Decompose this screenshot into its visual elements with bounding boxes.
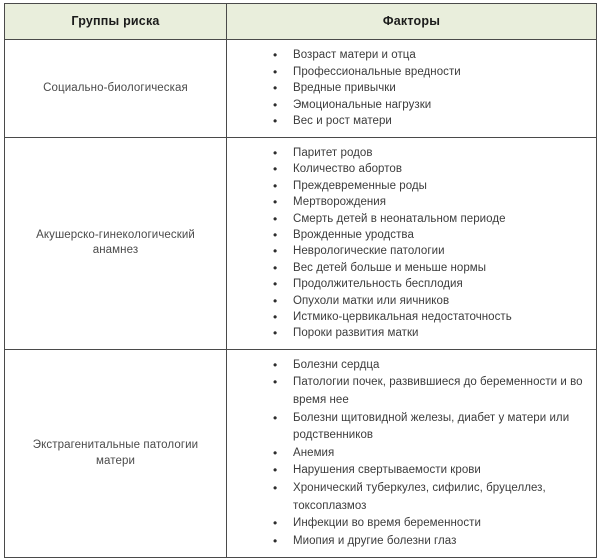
list-item-label: Патологии почек, развившиеся до беременности и во время нее bbox=[293, 376, 583, 407]
list-item-label: Пороки развития матки bbox=[293, 327, 419, 340]
table-row bbox=[5, 349, 597, 558]
bullet-icon: • bbox=[273, 211, 278, 226]
bullet-icon: • bbox=[273, 195, 278, 210]
list-item-label: Мертворождения bbox=[293, 196, 387, 209]
bullet-icon: • bbox=[273, 64, 278, 79]
list-item-label: Миопия и другие болезни глаз bbox=[293, 534, 457, 547]
list-item-label: Анемия bbox=[293, 446, 335, 459]
list-item-label: Болезни щитовидной железы, диабет у матери или родственников bbox=[293, 411, 570, 442]
list-item-label: Количество абортов bbox=[293, 163, 403, 176]
list-item-label: Истмико-цервикальная недостаточность bbox=[293, 311, 512, 324]
bullet-icon: • bbox=[273, 145, 278, 160]
list-item bbox=[273, 480, 590, 515]
list-item bbox=[273, 97, 590, 114]
list-item-label: Эмоциональные нагрузки bbox=[293, 98, 432, 111]
bullet-icon: • bbox=[273, 260, 278, 275]
list-item bbox=[273, 178, 590, 194]
bullet-icon: • bbox=[273, 114, 278, 129]
factors-cell bbox=[227, 40, 597, 138]
list-item bbox=[273, 445, 590, 463]
bullet-icon: • bbox=[273, 326, 278, 341]
list-item-label: Профессиональные вредности bbox=[293, 65, 461, 78]
list-item bbox=[273, 145, 590, 161]
list-item bbox=[273, 325, 590, 341]
list-item bbox=[273, 276, 590, 292]
factor-list bbox=[227, 47, 590, 130]
bullet-icon: • bbox=[273, 310, 278, 325]
bullet-icon: • bbox=[273, 410, 278, 425]
list-item bbox=[273, 161, 590, 177]
bullet-icon: • bbox=[273, 277, 278, 292]
bullet-icon: • bbox=[273, 445, 278, 460]
list-item bbox=[273, 462, 590, 480]
risk-group-label: Социально-биологическая bbox=[5, 40, 227, 138]
bullet-icon: • bbox=[273, 97, 278, 112]
table-row bbox=[5, 137, 597, 349]
bullet-icon: • bbox=[273, 48, 278, 62]
table-header-row bbox=[5, 4, 597, 40]
list-item-label: Паритет родов bbox=[293, 146, 373, 159]
bullet-icon: • bbox=[273, 533, 278, 548]
list-item-label: Возраст матери и отца bbox=[293, 49, 416, 61]
list-item bbox=[273, 374, 590, 409]
bullet-icon: • bbox=[273, 178, 278, 193]
list-item-label: Продолжительность бесплодия bbox=[293, 278, 463, 291]
list-item bbox=[273, 309, 590, 325]
bullet-icon: • bbox=[273, 463, 278, 478]
list-item-label: Вес и рост матери bbox=[293, 115, 392, 128]
list-item-label: Смерть детей в неонатальном периоде bbox=[293, 212, 506, 225]
table-body bbox=[5, 40, 597, 558]
list-item-label: Болезни сердца bbox=[293, 358, 380, 371]
bullet-icon: • bbox=[273, 375, 278, 390]
list-item bbox=[273, 194, 590, 210]
risk-group-label: Экстрагенитальные патологии матери bbox=[5, 349, 227, 558]
factor-list bbox=[227, 357, 590, 551]
list-item bbox=[273, 243, 590, 259]
factors-cell bbox=[227, 349, 597, 558]
list-item bbox=[273, 211, 590, 227]
column-header-risk-groups: Группы риска bbox=[5, 4, 227, 40]
table-header bbox=[5, 4, 597, 40]
list-item bbox=[273, 410, 590, 445]
bullet-icon: • bbox=[273, 516, 278, 531]
list-item bbox=[273, 533, 590, 551]
factor-list bbox=[227, 145, 590, 342]
list-item-label: Неврологические патологии bbox=[293, 245, 445, 258]
risk-factors-table bbox=[4, 3, 597, 558]
list-item bbox=[273, 293, 590, 309]
list-item bbox=[273, 357, 590, 375]
list-item bbox=[273, 80, 590, 97]
bullet-icon: • bbox=[273, 481, 278, 495]
list-item-label: Опухоли матки или яичников bbox=[293, 294, 450, 307]
table-row bbox=[5, 40, 597, 138]
list-item-label: Вредные привычки bbox=[293, 82, 396, 95]
bullet-icon: • bbox=[273, 228, 278, 242]
list-item bbox=[273, 64, 590, 81]
list-item-label: Преждевременные роды bbox=[293, 179, 428, 192]
list-item-label: Инфекции во время беременности bbox=[293, 517, 481, 530]
bullet-icon: • bbox=[273, 293, 278, 308]
bullet-icon: • bbox=[273, 357, 278, 372]
list-item bbox=[273, 227, 590, 243]
bullet-icon: • bbox=[273, 162, 278, 177]
list-item-label: Нарушения свертываемости крови bbox=[293, 464, 481, 477]
list-item bbox=[273, 260, 590, 276]
list-item-label: Врожденные уродства bbox=[293, 229, 414, 241]
bullet-icon: • bbox=[273, 81, 278, 96]
column-header-factors: Факторы bbox=[227, 4, 597, 40]
list-item bbox=[273, 515, 590, 533]
bullet-icon: • bbox=[273, 244, 278, 259]
factors-cell bbox=[227, 137, 597, 349]
list-item-label: Вес детей больше и меньше нормы bbox=[293, 261, 487, 274]
risk-group-label: Акушерско-гинекологический анамнез bbox=[5, 137, 227, 349]
list-item bbox=[273, 47, 590, 64]
list-item bbox=[273, 113, 590, 130]
list-item-label: Хронический туберкулез, сифилис, бруцеллез, токсоплазмоз bbox=[293, 482, 546, 512]
